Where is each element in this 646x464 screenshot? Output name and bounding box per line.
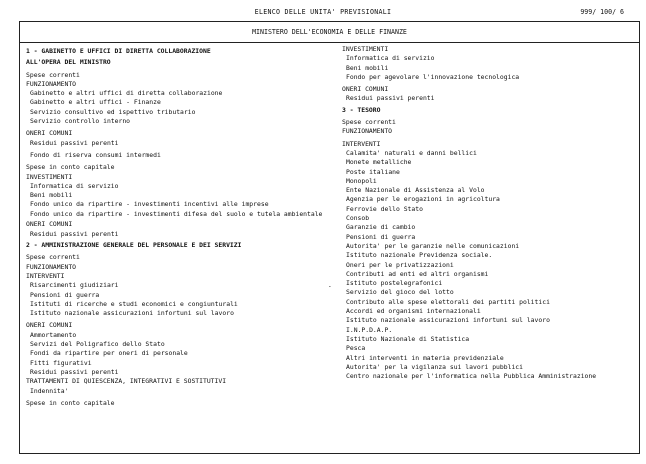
list-item: Monopoli	[346, 176, 377, 185]
ministry-heading: MINISTERO DELL'ECONOMIA E DELLE FINANZE	[252, 28, 407, 36]
list-item: Residui passivi perenti	[346, 94, 435, 103]
list-item: Ferrovie dello Stato	[346, 204, 423, 213]
list-item: Fondo per agevolare l'innovazione tecnologica	[346, 72, 520, 81]
list-item: Indennita'	[30, 386, 69, 395]
list-item: Ammortamento	[30, 330, 77, 339]
list-item: Pensioni di guerra	[30, 290, 100, 299]
list-item: Contributi ad enti ed altri organismi	[346, 269, 489, 278]
list-item: ONERI COMUNI	[26, 321, 73, 330]
list-item: FUNZIONAMENTO	[26, 262, 77, 271]
list-item: Contributo alle spese elettorali dei partiti politici	[346, 297, 550, 306]
list-item: Autorita' per le garanzie nelle comunicazioni	[346, 241, 520, 250]
list-item: Informatica di servizio	[346, 54, 435, 63]
list-item: Autorita' per la vigilanza sui lavori pubblici	[346, 362, 523, 371]
left-column	[26, 45, 344, 408]
list-item: Istituto nazionale assicurazioni infortuni sul lavoro	[30, 309, 234, 318]
list-item: FUNZIONAMENTO	[342, 127, 393, 136]
list-item: Istituto nazionale Previdenza sociale.	[346, 251, 493, 260]
list-item: Calamita' naturali e danni bellici	[346, 148, 477, 157]
list-item: Monete metalliche	[346, 158, 412, 167]
list-item: FUNZIONAMENTO	[26, 79, 77, 88]
section-heading: 2 - AMMINISTRAZIONE GENERALE DEL PERSONALE E DEI SERVIZI	[26, 241, 242, 250]
list-item: TRATTAMENTI DI QUIESCENZA, INTEGRATIVI E SOSTITUTIVI	[26, 377, 227, 386]
list-item: Residui passivi perenti	[30, 138, 119, 147]
list-item: Spese in conto capitale	[26, 163, 115, 172]
divider	[20, 42, 639, 43]
page-mark: -	[328, 283, 332, 290]
right-column	[342, 45, 634, 382]
list-item: Risarcimenti giudiziari	[30, 281, 119, 290]
list-item: Ente Nazionale di Assistenza al Volo	[346, 186, 485, 195]
list-item: Servizi del Poligrafico dello Stato	[30, 340, 165, 349]
page-header	[0, 8, 646, 20]
section-heading: 1 - GABINETTO E UFFICI DI DIRETTA COLLABORAZIONE	[26, 47, 211, 55]
list-item: Istituto postelegrafonici	[346, 279, 443, 288]
document-frame	[19, 21, 640, 454]
list-item: Garanzie di cambio	[346, 223, 416, 232]
list-item: ONERI COMUNI	[342, 85, 389, 94]
list-item: Fitti figurativi	[30, 358, 92, 367]
list-item: Fondo unico da ripartire - investimenti difesa del suolo e tutela ambientale	[30, 210, 323, 219]
list-item: Pesca	[346, 344, 366, 353]
list-item: Pensioni di guerra	[346, 232, 416, 241]
list-item: Informatica di servizio	[30, 181, 119, 190]
list-item: Servizio controllo interno	[30, 117, 131, 126]
list-item: ONERI COMUNI	[26, 129, 73, 138]
list-item: Istituto nazionale assicurazioni infortuni sul lavoro	[346, 316, 550, 325]
list-item: Beni mobili	[346, 63, 389, 72]
list-item: Fondo di riserva consumi intermedi	[30, 150, 161, 159]
list-item: Poste italiane	[346, 167, 400, 176]
list-item: Gabinetto e altri uffici di diretta collaborazione	[30, 89, 223, 98]
list-item: Spese correnti	[26, 253, 80, 262]
list-item: Servizio consultivo ed ispettivo tributario	[30, 107, 196, 116]
list-item: Accordi ed organismi internazionali	[346, 307, 481, 316]
list-item: Residui passivi perenti	[30, 367, 119, 376]
list-item: Fondi da ripartire per oneri di personale	[30, 349, 188, 358]
list-item: Istituto Nazionale di Statistica	[346, 334, 470, 343]
list-item: Spese correnti	[342, 118, 396, 127]
list-item: Altri interventi in materia previdenziale	[346, 353, 504, 362]
list-item: I.N.P.D.A.P.	[346, 325, 393, 334]
list-item: INTERVENTI	[342, 139, 381, 148]
list-item: Gabinetto e altri uffici - Finanze	[30, 98, 161, 107]
section-heading: ALL'OPERA DEL MINISTRO	[26, 58, 111, 67]
list-item: INTERVENTI	[26, 271, 65, 280]
list-item: INVESTIMENTI	[342, 45, 389, 53]
list-item: Centro nazionale per l'informatica nella Pubblica Amministrazione	[346, 372, 597, 381]
page-code: 999/ 100/ 6	[580, 8, 624, 16]
list-item: Servizio del gioco del lotto	[346, 288, 454, 297]
list-item: ONERI COMUNI	[26, 220, 73, 229]
list-item: Oneri per le privatizzazioni	[346, 260, 454, 269]
list-item: Istituti di ricerche e studi economici e congiunturali	[30, 299, 238, 308]
section-heading: 3 - TESORO	[342, 105, 381, 114]
list-item: Agenzia per le erogazioni in agricoltura	[346, 195, 500, 204]
list-item: Consob	[346, 214, 370, 223]
list-item: Spese correnti	[26, 70, 80, 79]
list-item: INVESTIMENTI	[26, 172, 73, 181]
list-item: Residui passivi perenti	[30, 229, 119, 238]
list-item: Fondo unico da ripartire - investimenti incentivi alle imprese	[30, 200, 269, 209]
list-item: Spese in conto capitale	[26, 398, 115, 407]
document-title: ELENCO DELLE UNITA' PREVISIONALI	[254, 8, 392, 16]
list-item: Beni mobili	[30, 191, 73, 200]
